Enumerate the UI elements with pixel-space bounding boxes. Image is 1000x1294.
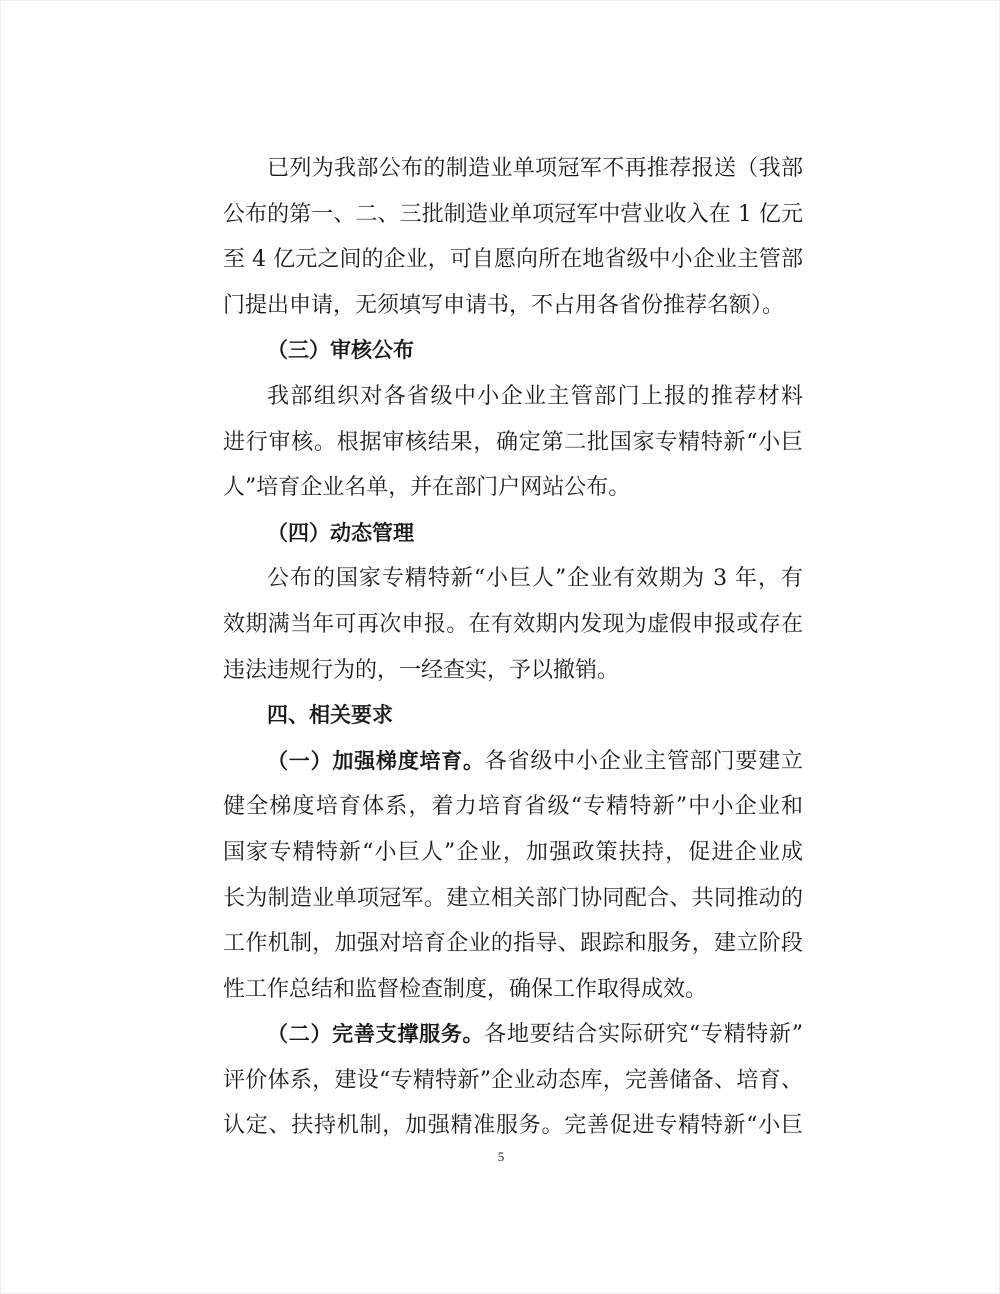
paragraph-line: 工作机制，加强对培育企业的指导、跟踪和服务，建立阶段 xyxy=(223,931,803,957)
paragraph-line: 性工作总结和监督检查制度，确保工作取得成效。 xyxy=(223,976,708,1002)
paragraph-line: 国家专精特新“小巨人”企业，加强政策扶持，促进企业成 xyxy=(223,839,803,865)
paragraph-lead: （一）加强梯度培育。 xyxy=(267,748,485,773)
section-heading: （四）动态管理 xyxy=(267,520,414,545)
paragraph-line: 评价体系，建设“专精特新”企业动态库，完善储备、培育、 xyxy=(223,1067,803,1093)
paragraph-line: 我部组织对各省级中小企业主管部门上报的推荐材料 xyxy=(267,383,803,409)
chapter-heading: 四、相关要求 xyxy=(267,703,393,728)
document-body xyxy=(223,146,803,1149)
paragraph-line: 门提出申请，无须填写申请书，不占用各省份推荐名额）。 xyxy=(223,292,785,318)
paragraph-line: 长为制造业单项冠军。建立相关部门协同配合、共同推动的 xyxy=(223,885,803,911)
paragraph-line: 进行审核。根据审核结果，确定第二批国家专精特新“小巨 xyxy=(223,429,803,455)
paragraph-line: 已列为我部公布的制造业单项冠军不再推荐报送（我部 xyxy=(267,156,803,181)
paragraph-line: 认定、扶持机制，加强精准服务。完善促进专精特新“小巨 xyxy=(223,1113,803,1139)
paragraph-line xyxy=(223,739,803,785)
paragraph-line: 违法违规行为的，一经查实，予以撤销。 xyxy=(223,657,620,683)
section-heading: （三）审核公布 xyxy=(267,338,414,363)
paragraph-first-rest: 各省级中小企业主管部门要建立 xyxy=(484,748,803,774)
paragraph-first-rest: 各地要结合实际研究“专精特新” xyxy=(484,1022,804,1048)
page-number: 5 xyxy=(497,1149,505,1164)
paragraph-line: 公布的国家专精特新“小巨人”企业有效期为 3 年，有 xyxy=(267,566,803,592)
paragraph-line: 人”培育企业名单，并在部门户网站公布。 xyxy=(223,475,631,501)
paragraph-line: 至 4 亿元之间的企业，可自愿向所在地省级中小企业主管部 xyxy=(223,247,803,273)
paragraph-line: 效期满当年可再次申报。在有效期内发现为虚假申报或存在 xyxy=(223,611,803,637)
paragraph-line: 健全梯度培育体系，着力培育省级“专精特新”中小企业和 xyxy=(223,794,803,820)
paragraph-line: 公布的第一、二、三批制造业单项冠军中营业收入在 1 亿元 xyxy=(223,201,803,227)
paragraph-line xyxy=(223,1012,803,1058)
paragraph-lead: （二）完善支撑服务。 xyxy=(267,1022,485,1047)
